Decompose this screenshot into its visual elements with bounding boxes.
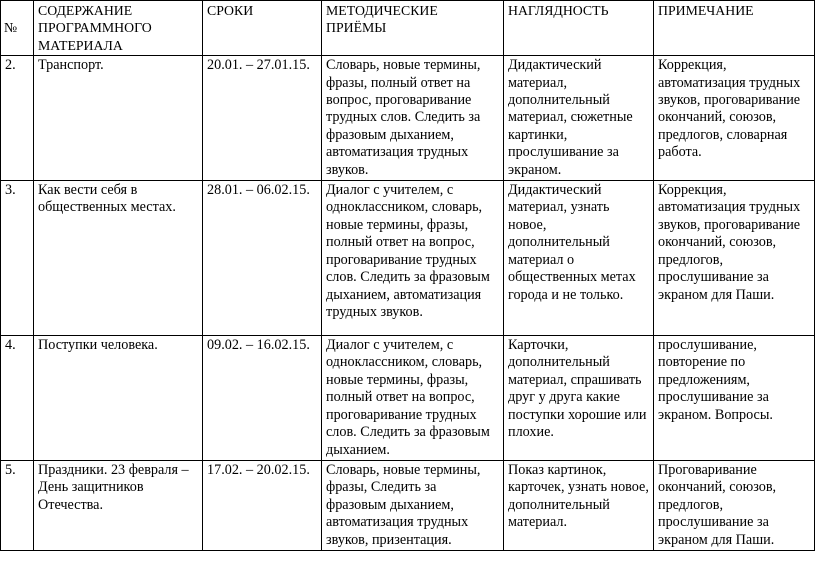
- header-visuals: НАГЛЯДНОСТЬ: [504, 1, 654, 56]
- row-num: 3.: [1, 181, 34, 336]
- table-row: [1, 56, 815, 181]
- row-notes: Коррекция, автоматизация трудных звуков, проговаривание окончаний, союзов, предлогов, прослушивание за экраном для Паши.: [654, 181, 815, 336]
- row-notes: Проговаривание окончаний, союзов, предлогов, прослушивание за экраном для Паши.: [654, 460, 815, 550]
- row-num: 2.: [1, 56, 34, 181]
- header-content: СОДЕРЖАНИЕ ПРОГРАММНОГО МАТЕРИАЛА: [34, 1, 203, 56]
- row-dates: 20.01. – 27.01.15.: [203, 56, 322, 181]
- row-content: Праздники. 23 февраля – День защитников Отечества.: [34, 460, 203, 550]
- row-num: 4.: [1, 336, 34, 461]
- row-dates: 17.02. – 20.02.15.: [203, 460, 322, 550]
- row-visuals: Показ картинок, карточек, узнать новое, дополнительный материал.: [504, 460, 654, 550]
- row-visuals: Карточки, дополнительный материал, спрашивать друг у друга какие поступки хорошие или плохие.: [504, 336, 654, 461]
- row-num: 5.: [1, 460, 34, 550]
- header-notes: ПРИМЕЧАНИЕ: [654, 1, 815, 56]
- row-dates: 28.01. – 06.02.15.: [203, 181, 322, 336]
- row-visuals: Дидактический материал, узнать новое, дополнительный материал о общественных метах города и не только.: [504, 181, 654, 336]
- row-methods: Диалог с учителем, с одноклассником, словарь, новые термины, фразы, полный ответ на вопрос, проговаривание трудных слов. Следить за фразовым дыханием, автоматизация трудных звуков.: [322, 181, 504, 336]
- table-row: [1, 460, 815, 550]
- header-methods: МЕТОДИЧЕСКИЕ ПРИЁМЫ: [322, 1, 504, 56]
- header-row: [1, 1, 815, 56]
- row-methods: Диалог с учителем, с одноклассником, словарь, новые термины, фразы, полный ответ на вопрос, проговаривание трудных слов. Следить за фразовым дыханием.: [322, 336, 504, 461]
- header-dates: СРОКИ: [203, 1, 322, 56]
- row-notes: Коррекция, автоматизация трудных звуков, проговаривание окончаний, союзов, предлогов, словарная работа.: [654, 56, 815, 181]
- table-row: [1, 181, 815, 336]
- row-content: Как вести себя в общественных местах.: [34, 181, 203, 336]
- row-methods: Словарь, новые термины, фразы, полный ответ на вопрос, проговаривание трудных слов. Следить за фразовым дыханием, автоматизация трудных звуков.: [322, 56, 504, 181]
- row-content: Транспорт.: [34, 56, 203, 181]
- table-row: [1, 336, 815, 461]
- row-notes: прослушивание, повторение по предложениям, прослушивание за экраном. Вопросы.: [654, 336, 815, 461]
- row-dates: 09.02. – 16.02.15.: [203, 336, 322, 461]
- header-num: №: [1, 1, 34, 56]
- row-methods: Словарь, новые термины, фразы, Следить за фразовым дыханием, автоматизация трудных звуков, призентация.: [322, 460, 504, 550]
- row-content: Поступки человека.: [34, 336, 203, 461]
- row-visuals: Дидактический материал, дополнительный материал, сюжетные картинки, прослушивание за экраном.: [504, 56, 654, 181]
